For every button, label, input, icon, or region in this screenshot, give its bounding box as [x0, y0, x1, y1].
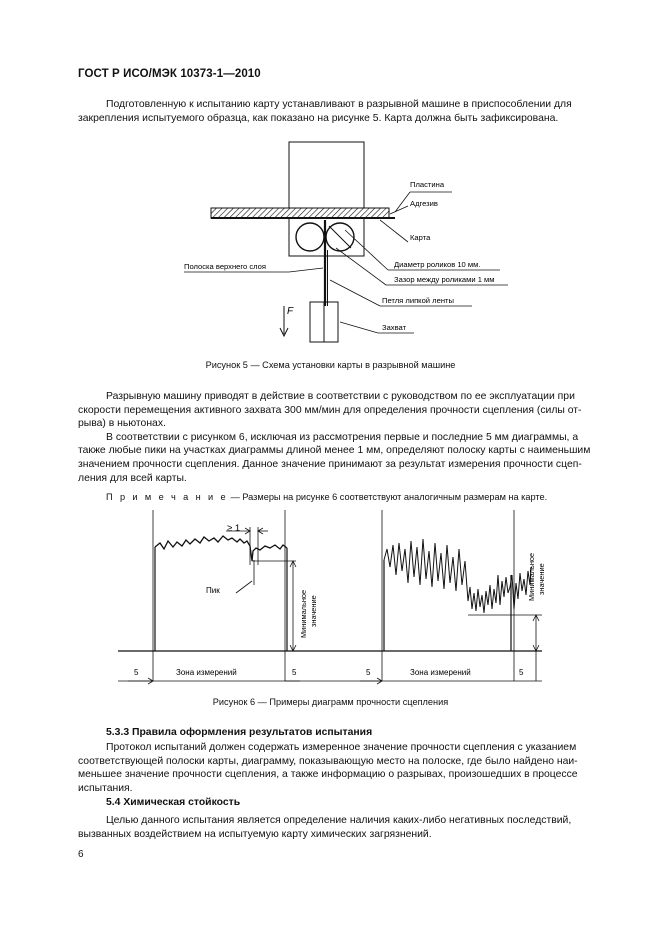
label-min-value-right-2: значение	[537, 563, 546, 595]
document-header: ГОСТ Р ИСО/МЭК 10373-1—2010	[78, 68, 261, 80]
label-card: Карта	[410, 233, 431, 242]
intro-paragraph	[78, 98, 615, 125]
text-line: скорости перемещения активного захвата 300 мм/мин для определения прочности сцепления (силы от-	[78, 404, 582, 416]
label-five-left-a: 5	[134, 668, 139, 677]
page-number: 6	[78, 849, 84, 860]
text-line: Разрывную машину приводят в действие в соответствии с руководством по ее эксплуатации при	[106, 391, 575, 402]
text-line: вызванных воздействием на испытуемую карту химических загрязнений.	[78, 828, 432, 840]
text-line: ления для всей карты.	[78, 472, 187, 484]
text-line: также любые пики на участках диаграммы длиной менее 1 мм, определяют полоску карты с наименьшим	[78, 445, 591, 457]
text-line: Целью данного испытания является определение наличия каких-либо негативных последствий,	[106, 815, 572, 826]
figure-6-diagrams	[0, 505, 661, 690]
label-peak: Пик	[206, 586, 220, 595]
label-five-right-a: 5	[366, 668, 371, 677]
text-line: меньшее значение прочности сцепления, а также информацию о разрывах, произошедших в процессе	[78, 769, 578, 781]
label-grip: Захват	[382, 323, 407, 332]
label-five-left-b: 5	[292, 668, 297, 677]
text-line: В соответствии с рисунком 6, исключая из рассмотрения первые и последние 5 мм диаграммы, а	[106, 431, 579, 443]
section-5-3-3-text	[78, 741, 615, 795]
label-zone-right: Зона измерений	[410, 668, 471, 677]
label-min-value-left-2: значение	[309, 595, 318, 627]
label-top-layer-strip: Полоска верхнего слоя	[184, 262, 266, 271]
plate	[211, 208, 389, 218]
grip-left	[310, 302, 324, 342]
label-five-right-b: 5	[519, 668, 524, 677]
left-roller	[296, 223, 324, 251]
text-line: соответствующей полоски карты, диаграмму, показывающую место на полоске, где было найдено наи-	[78, 755, 578, 767]
label-tape-loop: Петля липкой ленты	[382, 296, 454, 305]
text-line: рыва) в ньютонах.	[78, 418, 166, 430]
section-5-3-3-title: 5.3.3 Правила оформления результатов испытания	[106, 727, 373, 738]
note-text: — Размеры на рисунке 6 соответствуют аналогичным размерам на карте.	[228, 492, 548, 502]
section-5-4-text	[78, 814, 615, 841]
figure-5-caption: Рисунок 5 — Схема установки карты в разрывной машине	[205, 360, 456, 370]
section-5-4-title: 5.4 Химическая стойкость	[106, 797, 241, 808]
text-line: испытания.	[78, 782, 133, 794]
intro-line: закрепления испытуемого образца, как показано на рисунке 5. Карта должна быть зафиксирована.	[78, 112, 559, 124]
fixture-block	[289, 142, 364, 208]
diagram-left	[128, 510, 318, 684]
label-min-value-right: Минимальное	[527, 552, 536, 601]
label-ge1: ≥ 1	[227, 523, 241, 534]
text-line: значением прочности сцепления. Данное значение принимают за результат измерения прочности сцеп-	[78, 458, 582, 470]
paragraph-procedure	[78, 390, 615, 485]
label-zone-left: Зона измерений	[176, 668, 237, 677]
text-line: Протокол испытаний должен содержать измеренное значение прочности сцепления с указанием	[106, 742, 577, 753]
figure-5-diagram	[0, 130, 661, 345]
label-roller-diameter: Диаметр роликов 10 мм.	[394, 260, 481, 269]
note	[106, 492, 547, 502]
label-min-value-left: Минимальное	[299, 589, 308, 638]
diagram-right	[360, 510, 546, 684]
label-roller-gap: Зазор между роликами 1 мм	[394, 275, 495, 284]
label-plate: Пластина	[410, 180, 445, 189]
grip-right	[324, 302, 338, 342]
force-label: F	[287, 306, 294, 317]
figure-6-caption: Рисунок 6 — Примеры диаграмм прочности сцепления	[212, 697, 449, 707]
note-prefix: П р и м е ч а н и е	[106, 492, 229, 502]
label-adhesive: Адгезив	[410, 199, 438, 208]
intro-line: Подготовленную к испытанию карту устанавливают в разрывной машине в приспособлении для	[106, 99, 572, 110]
